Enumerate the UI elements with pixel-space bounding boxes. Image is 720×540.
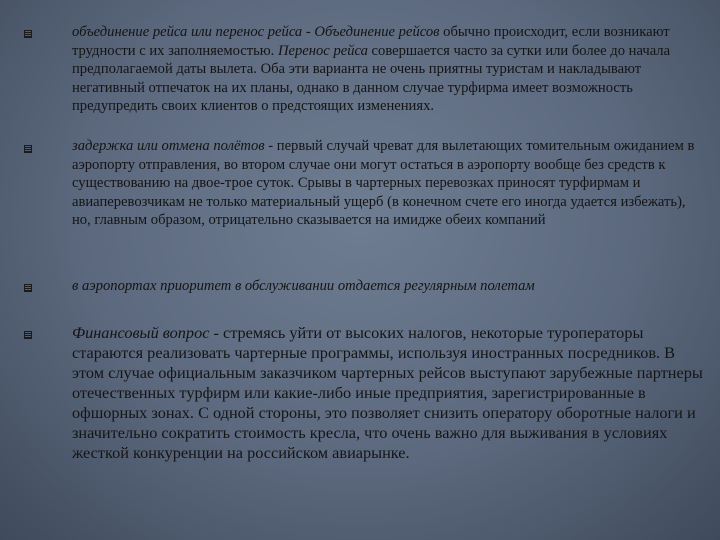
bullet-icon bbox=[24, 30, 32, 38]
list-item bbox=[72, 323, 706, 463]
bullet-icon bbox=[24, 284, 32, 292]
item-text: - первый случай чреват для вылетающих томительным ожиданием в аэропорту отправления, во втором случае они могут остаться в аэропорту вообще без средств к существованию на двое-трое суток. Срывы в чартерных перевозках приносят турфирмам и авиаперевозчикам не только материальный ущерб (в конечном счете его иногда удается избежать), но, главным образом, отрицательно сказывается на имидже обеих компаний bbox=[72, 138, 695, 228]
list-item bbox=[72, 137, 706, 230]
item-title: задержка или отмена полётов bbox=[72, 138, 265, 154]
bullet-icon bbox=[24, 331, 32, 339]
item-emphasis: Перенос рейса bbox=[277, 42, 368, 59]
list-item bbox=[72, 277, 706, 295]
item-separator: - bbox=[302, 24, 315, 40]
item-text: - стремясь уйти от высоких налогов, некоторые туроператоры стараются реализовать чартерные программы, используя иностранных посредников. В этом случае официальным заказчиком чартерных рейсов выступают зарубежные партнеры отечественных турфирм или какие-либо иные предприятия, зарегистрированные в офшорных зонах. С одной стороны, это позволяет снизить оператору оборотные налоги и значительно сократить стоимость кресла, что очень важно для выживания в условиях жесткой конкуренции на российском авиарынке. bbox=[72, 323, 703, 462]
item-title: объединение рейса или перенос рейса bbox=[72, 24, 303, 40]
item-text: совершается часто за сутки или более до начала предполагаемой даты вылета. Оба эти варианта не очень приятны туристам и накладывают негативный отпечаток на их планы, однако в данном случае турфирма имеет возможность предупредить своих клиентов о предстоящих изменениях. bbox=[72, 42, 671, 114]
item-text: обычно происходит, если возникают трудности с их заполняемостью. bbox=[72, 24, 670, 59]
item-emphasis: Объединение рейсов bbox=[314, 24, 440, 40]
list-item bbox=[72, 23, 706, 116]
item-title: Финансовый вопрос bbox=[72, 323, 210, 342]
item-title: в аэропортах приоритет в обслуживании отдается регулярным полетам bbox=[72, 278, 535, 294]
bullet-icon bbox=[24, 145, 32, 153]
